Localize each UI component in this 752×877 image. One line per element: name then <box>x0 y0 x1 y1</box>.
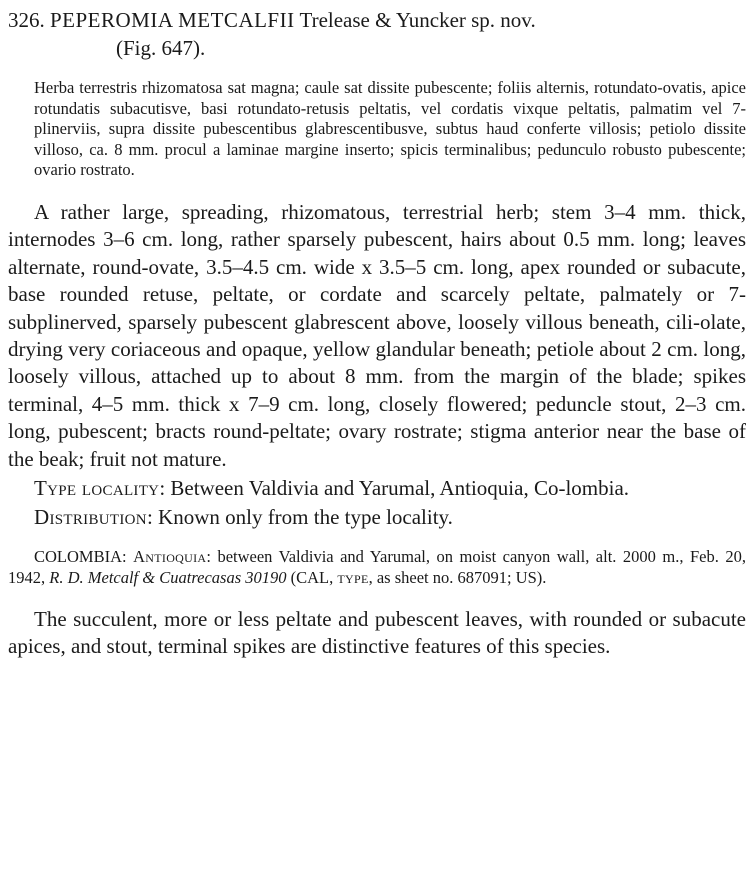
type-locality <box>8 475 746 502</box>
species-authors: Trelease & Yuncker sp. nov. <box>299 8 536 32</box>
distribution-label: Distribution <box>34 505 147 530</box>
species-number: 326. <box>8 8 45 32</box>
species-binomial: PEPEROMIA METCALFII <box>50 8 295 32</box>
figure-reference: (Fig. 647). <box>116 36 206 60</box>
type-locality-text: : Between Valdivia and Yarumal, Antioquia, Co-lombia. <box>159 476 630 501</box>
specimen-type-word: type <box>337 567 369 587</box>
specimen-sheet: , as sheet no. 687091; US). <box>368 567 547 587</box>
specimen-department: Antioquia <box>133 546 207 566</box>
specimen-separator: : <box>122 546 134 566</box>
distribution-text: : Known only from the type locality. <box>146 505 453 530</box>
distribution <box>8 504 746 531</box>
specimen-details: : between Valdivia and Yarumal, on moist canyon wall, alt. 2000 m., Feb. 20, 1942, <box>8 546 746 587</box>
english-description: A rather large, spreading, rhizomatous, terrestrial herb; stem 3–4 mm. thick, internodes 3–6 cm. long, rather sparsely pubescent, hairs about 0.5 mm. long; leaves alternate, round-ovate, 3.5–4.5 cm. wide x 3.5–5 cm. long, apex rounded or subacute, base rounded retuse, peltate, or cordate and scarcely peltate, palmately or 7-subplinerved, sparsely pubescent glabrescent above, loosely villous beneath, cili-olate, drying very coriaceous and opaque, yellow glandular beneath; petiole about 2 cm. long, loosely villous, attached up to about 8 mm. from the margin of the blade; spikes terminal, 4–5 mm. thick x 7–9 cm. long, closely flowered; peduncle stout, 2–3 cm. long, pubescent; bracts round-peltate; ovary rostrate; stigma anterior near the base of the beak; fruit not mature. <box>8 199 746 471</box>
specimen-citation <box>8 546 746 588</box>
latin-diagnosis: Herba terrestris rhizomatosa sat magna; caule sat dissite pubescente; foliis alternis, rotundato-ovatis, apice rotundatis subacutisve, basi rotundato-retusis peltatis, vel cordatis vixque peltatis, palmatim vel 7-plinerviis, supra dissite pubescentibus glabrescentibusve, subtus haud conferte villosis; petiolo dissite villoso, ca. 8 mm. procul a laminae margine inserto; spicis terminalibus; pedunculo robusto pubescente; ovario rostrato. <box>34 78 746 180</box>
species-heading <box>8 6 746 62</box>
closing-remarks: The succulent, more or less peltate and pubescent leaves, with rounded or subacute apices, and stout, terminal spikes are distinctive features of this species. <box>8 606 746 659</box>
species-entry <box>8 6 746 661</box>
specimen-herbarium: (CAL, <box>286 567 338 587</box>
specimen-collectors: R. D. Metcalf & Cuatrecasas 30190 <box>49 567 287 587</box>
type-locality-label: Type locality <box>34 476 160 501</box>
specimen-country: COLOMBIA <box>34 546 123 566</box>
